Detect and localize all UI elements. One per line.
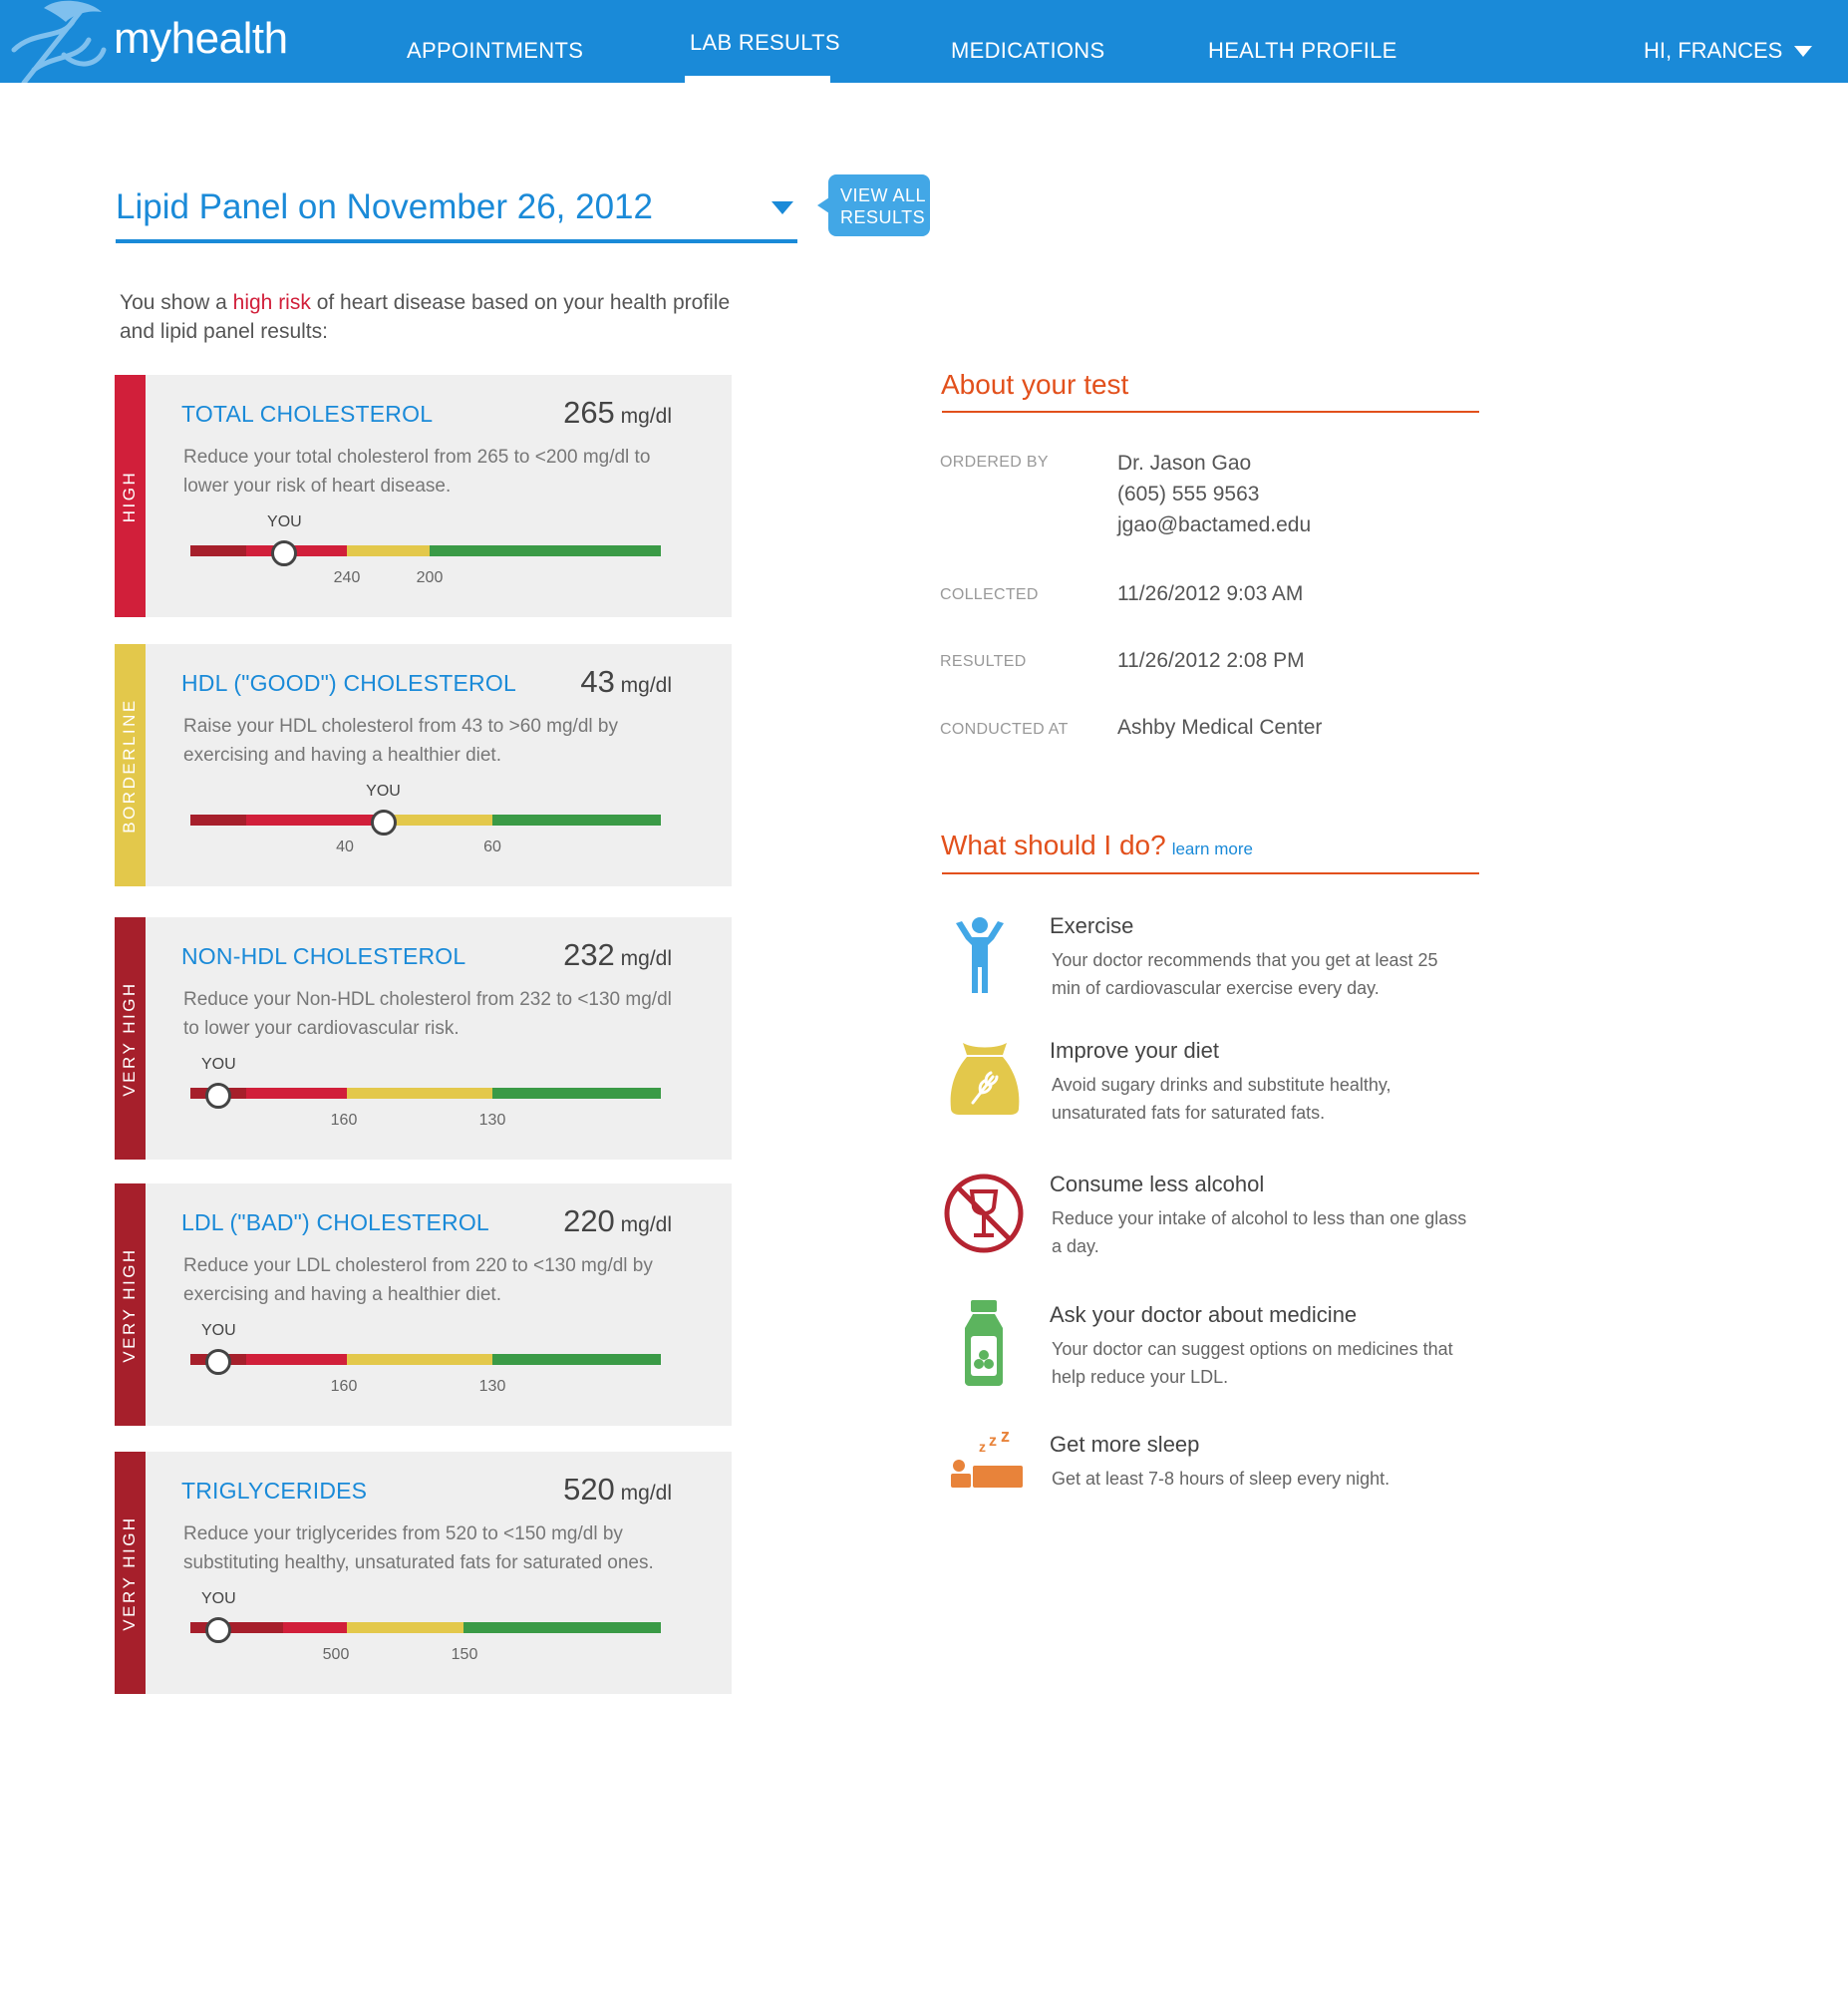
svg-text:z: z — [979, 1439, 986, 1455]
status-label: HIGH — [120, 470, 139, 522]
result-description: Raise your HDL cholesterol from 43 to >60 mg/dl by exercising and having a healthier diet. — [183, 716, 618, 766]
result-unit: mg/dl — [614, 674, 672, 697]
medicine-icon — [959, 1298, 1009, 1386]
scale-tick-label: 500 — [322, 1646, 350, 1663]
result-name[interactable]: NON-HDL CHOLESTEROL — [181, 943, 466, 969]
scale-segment-good — [492, 1354, 661, 1365]
collected-value: 11/26/2012 9:03 AM — [1117, 582, 1304, 605]
result-name[interactable]: LDL ("BAD") CHOLESTEROL — [181, 1209, 489, 1235]
scale-segment-good — [463, 1622, 661, 1633]
caduceus-logo-icon — [4, 0, 114, 83]
scale-tick-label: 60 — [483, 839, 501, 855]
result-number: 220 — [563, 1203, 615, 1238]
status-label: VERY HIGH — [120, 1514, 139, 1631]
result-name[interactable]: TRIGLYCERIDES — [181, 1478, 368, 1504]
scale-tick-label: 130 — [478, 1378, 506, 1395]
ordered-by-label: ORDERED BY — [940, 454, 1049, 471]
scale-tick-label: 200 — [416, 569, 444, 586]
diet-icon — [949, 1041, 1021, 1117]
rec-desc-sleep: Get at least 7-8 hours of sleep every night. — [1052, 1469, 1390, 1489]
recommendations-divider — [942, 872, 1479, 874]
you-marker — [371, 810, 397, 836]
you-label: YOU — [366, 783, 401, 800]
result-description: Reduce your total cholesterol from 265 to <200 mg/dl to lower your risk of heart disease. — [183, 447, 651, 497]
nav-lab-results[interactable]: LAB RESULTS — [690, 30, 840, 55]
status-band — [115, 917, 146, 1160]
scale-tick-label: 40 — [336, 839, 354, 855]
learn-more-link[interactable]: learn more — [1171, 840, 1253, 858]
chevron-down-icon — [771, 201, 793, 214]
logo[interactable] — [4, 0, 293, 83]
scale-tick-label: 160 — [330, 1112, 358, 1129]
nav-health-profile[interactable]: HEALTH PROFILE — [1208, 38, 1397, 63]
scale-segment-high — [283, 1622, 347, 1633]
svg-text:z: z — [1001, 1432, 1010, 1446]
status-band — [115, 1452, 146, 1694]
status-label: VERY HIGH — [120, 980, 139, 1097]
sleep-icon — [949, 1432, 1025, 1490]
logo-text: myhealth — [114, 14, 288, 63]
result-description: Reduce your Non-HDL cholesterol from 232 to <130 mg/dl to lower your cardiovascular risk. — [183, 989, 672, 1039]
risk-scale-bar — [190, 815, 661, 826]
scale-segment-borderline — [347, 1088, 492, 1099]
you-label: YOU — [200, 1056, 236, 1073]
result-name[interactable]: TOTAL CHOLESTEROL — [181, 401, 434, 427]
risk-summary — [120, 288, 738, 346]
scale-segment-high — [246, 815, 385, 826]
result-card[interactable] — [115, 917, 732, 1160]
result-value — [563, 1472, 672, 1508]
you-label: YOU — [200, 1590, 236, 1607]
result-card[interactable] — [115, 1183, 732, 1426]
rec-title-exercise: Exercise — [1050, 913, 1134, 938]
panel-title: Lipid Panel on November 26, 2012 — [116, 187, 653, 226]
status-band — [115, 1183, 146, 1426]
conducted-value: Ashby Medical Center — [1117, 716, 1323, 739]
risk-scale-bar — [190, 1088, 661, 1099]
rec-title-sleep: Get more sleep — [1050, 1432, 1200, 1457]
about-test-title: About your test — [941, 369, 1129, 400]
nav-appointments[interactable]: APPOINTMENTS — [407, 38, 584, 63]
you-marker — [271, 540, 297, 566]
result-value — [563, 395, 672, 431]
scale-segment-good — [492, 815, 661, 826]
scale-segment-very-high — [190, 815, 246, 826]
conducted-label: CONDUCTED AT — [940, 721, 1069, 738]
rec-title-diet: Improve your diet — [1050, 1038, 1219, 1063]
status-band — [115, 375, 146, 617]
you-marker — [205, 1349, 231, 1375]
risk-scale-bar — [190, 545, 661, 556]
doctor-email[interactable]: jgao@bactamed.edu — [1117, 513, 1312, 536]
ordered-by-value — [1117, 448, 1311, 540]
result-card[interactable] — [115, 375, 732, 617]
recommendations-heading: What should I do? — [941, 830, 1166, 860]
you-marker — [205, 1617, 231, 1643]
user-greeting: HI, FRANCES — [1644, 38, 1783, 63]
status-band — [115, 644, 146, 886]
risk-level: high risk — [232, 291, 311, 314]
result-description: Reduce your LDL cholesterol from 220 to <130 mg/dl by exercising and having a healthier diet. — [183, 1255, 653, 1305]
scale-segment-borderline — [347, 545, 430, 556]
scale-tick-label: 150 — [451, 1646, 478, 1663]
scale-tick-label: 240 — [333, 569, 361, 586]
result-card[interactable] — [115, 644, 732, 886]
result-number: 43 — [580, 664, 615, 699]
scale-tick-label: 160 — [330, 1378, 358, 1395]
rec-title-alcohol: Consume less alcohol — [1050, 1172, 1265, 1196]
recommendations-title — [941, 830, 1253, 861]
result-unit: mg/dl — [614, 1213, 672, 1236]
scale-tick-label: 130 — [478, 1112, 506, 1129]
scale-segment-very-high — [190, 1622, 283, 1633]
result-number: 265 — [563, 395, 615, 430]
svg-text:z: z — [989, 1433, 997, 1450]
risk-suffix: of heart disease based on your health profile and lipid panel results: — [120, 291, 731, 343]
resulted-label: RESULTED — [940, 653, 1027, 670]
doctor-name: Dr. Jason Gao — [1117, 452, 1252, 475]
lab-panel-selector[interactable] — [116, 179, 797, 243]
scale-segment-good — [430, 545, 661, 556]
result-unit: mg/dl — [614, 947, 672, 970]
status-label: BORDERLINE — [120, 697, 139, 834]
you-label: YOU — [267, 513, 302, 530]
result-unit: mg/dl — [614, 405, 672, 428]
rec-desc-alcohol: Reduce your intake of alcohol to less than one glass a day. — [1052, 1208, 1467, 1256]
user-menu[interactable] — [1644, 38, 1812, 64]
scale-segment-borderline — [385, 815, 492, 826]
nav-medications[interactable]: MEDICATIONS — [951, 38, 1105, 63]
rec-desc-exercise: Your doctor recommends that you get at least 25 min of cardiovascular exercise every day. — [1052, 950, 1438, 998]
about-divider — [942, 411, 1479, 413]
scale-segment-very-high — [190, 545, 246, 556]
rec-desc-medicine: Your doctor can suggest options on medicines that help reduce your LDL. — [1052, 1339, 1453, 1387]
scale-segment-high — [246, 1088, 347, 1099]
result-value — [580, 664, 672, 700]
rec-desc-diet: Avoid sugary drinks and substitute healthy, unsaturated fats for saturated fats. — [1052, 1075, 1391, 1123]
nav-active-indicator — [685, 76, 830, 83]
view-all-results-button[interactable]: VIEW ALL RESULTS — [828, 174, 930, 236]
result-value — [563, 1203, 672, 1239]
result-number: 520 — [563, 1472, 615, 1507]
risk-prefix: You show a — [120, 291, 233, 314]
collected-label: COLLECTED — [940, 586, 1039, 603]
risk-scale-bar — [190, 1354, 661, 1365]
result-value — [563, 937, 672, 973]
result-number: 232 — [563, 937, 615, 972]
exercise-icon — [952, 915, 1008, 995]
rec-title-medicine: Ask your doctor about medicine — [1050, 1302, 1358, 1327]
scale-segment-high — [246, 1354, 347, 1365]
result-description: Reduce your triglycerides from 520 to <150 mg/dl by substituting healthy, unsaturated fats for saturated ones. — [183, 1523, 654, 1573]
result-unit: mg/dl — [614, 1482, 672, 1505]
result-card[interactable] — [115, 1452, 732, 1694]
top-nav-bar — [0, 0, 1848, 83]
you-marker — [205, 1083, 231, 1109]
doctor-phone[interactable]: (605) 555 9563 — [1117, 483, 1260, 505]
you-label: YOU — [200, 1322, 236, 1339]
no-alcohol-icon — [942, 1172, 1026, 1255]
result-name[interactable]: HDL ("GOOD") CHOLESTEROL — [181, 670, 516, 696]
scale-segment-good — [492, 1088, 661, 1099]
risk-scale-bar — [190, 1622, 661, 1633]
scale-segment-borderline — [347, 1622, 463, 1633]
resulted-value: 11/26/2012 2:08 PM — [1117, 649, 1305, 672]
chevron-down-icon — [1794, 46, 1812, 57]
scale-segment-borderline — [347, 1354, 492, 1365]
status-label: VERY HIGH — [120, 1246, 139, 1363]
